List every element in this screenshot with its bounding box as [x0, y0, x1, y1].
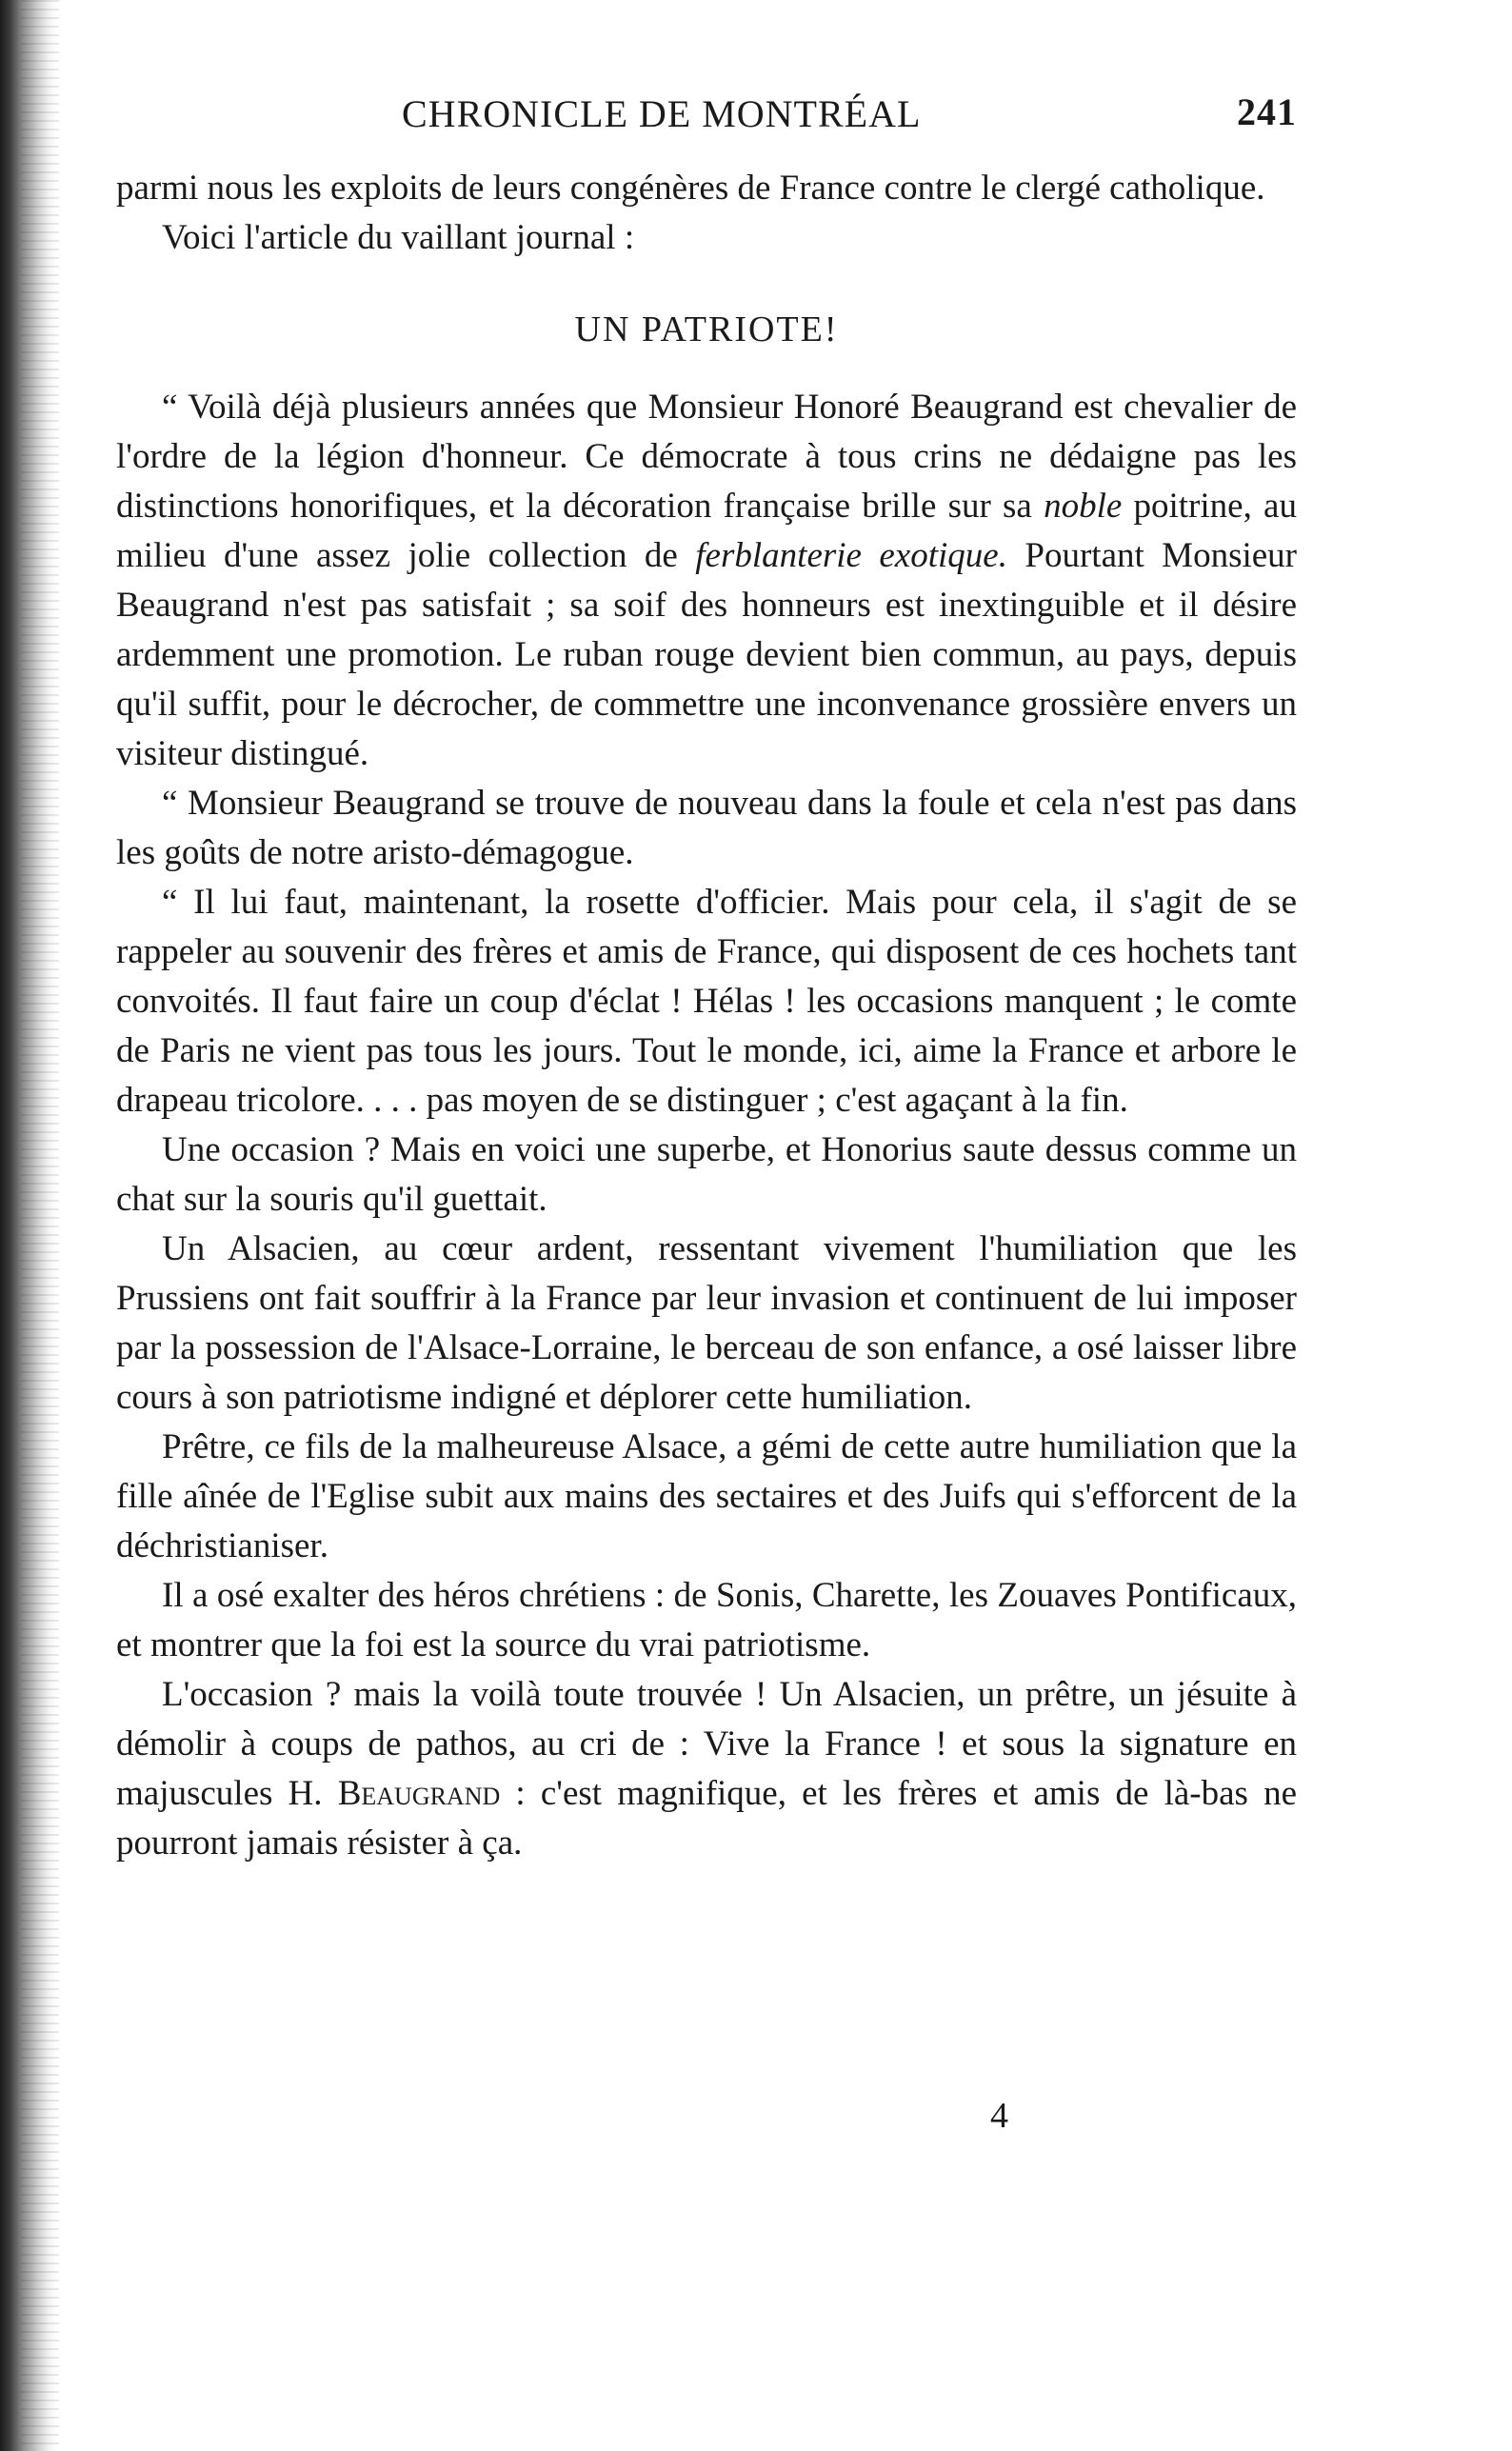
paragraph: parmi nous les exploits de leurs congénères de France contre le clergé catholique.	[116, 169, 1265, 208]
book-page	[116, 86, 1297, 1868]
paragraph: “ Monsieur Beaugrand se trouve de nouveau dans la foule et cela n'est pas dans les goûts de notre aristo-démagogue.	[116, 784, 1297, 872]
binding-texture	[21, 0, 59, 2451]
italic-text: noble	[1044, 487, 1123, 526]
paragraph: Voici l'article du vaillant journal :	[162, 218, 635, 257]
paragraph: Prêtre, ce fils de la malheureuse Alsace, a gémi de cette autre humiliation que la fille aînée de l'Eglise subit aux mains des sectaires et des Juifs qui s'efforcent de la déchristianiser.	[116, 1427, 1297, 1565]
signature-mark: 4	[990, 2096, 1008, 2136]
running-title: CHRONICLE DE MONTRÉAL	[402, 92, 922, 135]
italic-text: ferblanterie exotique.	[695, 536, 1007, 575]
paragraph: Il a osé exalter des héros chrétiens : de Sonis, Charette, les Zouaves Pontificaux, et montrer que la foi est la source du vrai patriotisme.	[116, 1576, 1297, 1664]
page-number: 241	[1237, 90, 1297, 133]
paragraph: Un Alsacien, au cœur ardent, ressentant vivement l'humiliation que les Prussiens ont fait souffrir à la France par leur invasion et continuent de lui imposer par la possession de l'Alsace-Lorraine, le berceau de son enfance, a osé laisser libre cours à son patriotisme indigné et déplorer cette humiliation.	[116, 1229, 1297, 1417]
page-text	[116, 164, 1297, 1868]
paragraph-text: poitrine, au milieu d'une assez jolie collection de	[116, 487, 1297, 575]
paragraph	[116, 1670, 1297, 1868]
article-heading: UN PATRIOTE!	[574, 309, 839, 349]
paragraph: “ Il lui faut, maintenant, la rosette d'officier. Mais pour cela, il s'agit de se rappeler au souvenir des frères et amis de France, qui disposent de ces hochets tant convoités. Il faut faire un coup d'éclat ! Hélas ! les occasions manquent ; le comte de Paris ne vient pas tous les jours. Tout le monde, ici, aime la France et arbore le drapeau tricolore. . . . pas moyen de se distinguer ; c'est agaçant à la fin.	[116, 883, 1297, 1120]
small-caps-text: Beaugrand	[337, 1774, 501, 1813]
running-header	[116, 86, 1297, 143]
paragraph: Une occasion ? Mais en voici une superbe, et Honorius saute dessus comme un chat sur la souris qu'il guettait.	[116, 1130, 1297, 1219]
paragraph-text: : c'est magnifique, et les frères et amis de là-bas ne pourront jamais résister à ça.	[116, 1774, 1298, 1863]
paragraph-text: Pourtant Monsieur Beaugrand n'est pas satisfait ; sa soif des honneurs est inextinguible et il désire ardemment une promotion. Le ruban rouge devient bien commun, au pays, depuis qu'il suffit, pour le décrocher, de commettre une inconvenance grossière envers un visiteur distingué.	[116, 536, 1298, 773]
paragraph-text: “ Voilà déjà plusieurs années que Monsieur Honoré Beaugrand est chevalier de l'ordre de la légion d'honneur. Ce démocrate à tous crins ne dédaigne pas les distinctions honorifiques, et la décoration française brille sur sa	[116, 388, 1297, 526]
paragraph	[116, 383, 1297, 779]
paragraph-text: L'occasion ? mais la voilà toute trouvée ! Un Alsacien, un prêtre, un jésuite à démolir à coups de pathos, au cri de : Vive la France ! et sous la signature en majuscules H.	[116, 1675, 1297, 1813]
